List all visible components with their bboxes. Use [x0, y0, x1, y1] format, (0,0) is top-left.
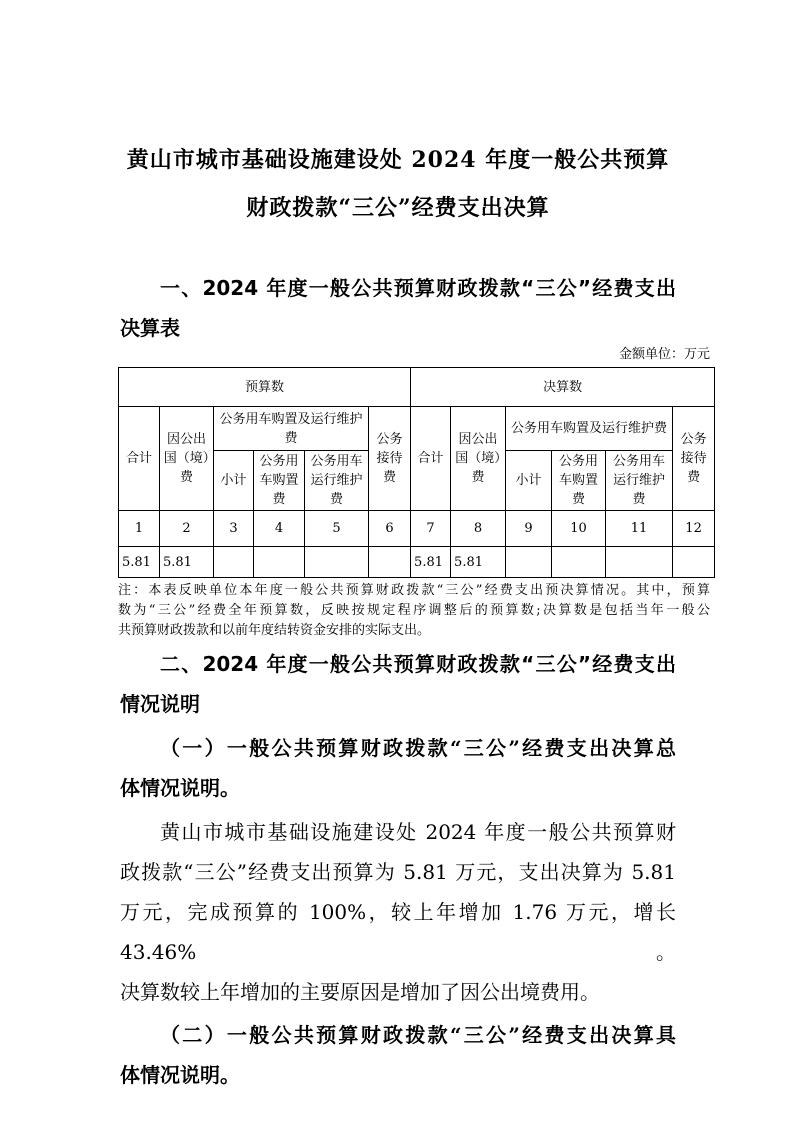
amount-unit-note: 金额单位：万元	[618, 347, 710, 362]
value-cell	[673, 547, 715, 578]
value-cell	[214, 547, 254, 578]
header-vehicle-subtotal-budget: 小计	[214, 451, 254, 511]
header-total-budget: 合计	[119, 407, 160, 511]
section2-heading-line-2: 情况说明	[120, 692, 200, 716]
header-abroad-final: 因公出国（境）费	[451, 407, 506, 511]
column-number: 10	[552, 511, 606, 547]
header-total-final: 合计	[411, 407, 451, 511]
header-vehicle-group-final: 公务用车购置及运行维护费	[506, 407, 673, 451]
value-cell	[369, 547, 411, 578]
value-cell: 5.81	[411, 547, 451, 578]
column-number: 3	[214, 511, 254, 547]
header-reception-final: 公务接待费	[673, 407, 715, 511]
table-note-line-2: 数为“三公”经费全年预算数，反映按规定程序调整后的预算数;决算数是包括当年一般公	[118, 603, 710, 618]
column-number: 2	[160, 511, 214, 547]
header-vehicle-purchase-budget: 公务用车购置费	[254, 451, 305, 511]
column-number: 4	[254, 511, 305, 547]
table-note	[118, 581, 710, 641]
value-cell: 5.81	[160, 547, 214, 578]
column-number: 9	[506, 511, 552, 547]
group-header-final: 决算数	[411, 368, 715, 407]
body-line-2: 政拨款“三公”经费支出预算为 5.81 万元，支出决算为 5.81	[120, 860, 676, 884]
section2-heading	[120, 644, 676, 724]
section2-sub2-heading	[120, 1015, 676, 1095]
sub2-heading-line-2: 体情况说明。	[120, 1063, 240, 1087]
column-number: 1	[119, 511, 160, 547]
section1-heading	[120, 268, 676, 348]
header-vehicle-subtotal-final: 小计	[506, 451, 552, 511]
column-number: 7	[411, 511, 451, 547]
section2-heading-line-1: 二、2024 年度一般公共预算财政拨款“三公”经费支出	[160, 652, 676, 676]
value-cell	[552, 547, 606, 578]
value-cell	[606, 547, 673, 578]
value-cell: 5.81	[451, 547, 506, 578]
section2-sub1-body	[120, 812, 676, 1012]
header-reception-budget: 公务接待费	[369, 407, 411, 511]
group-header-budget: 预算数	[119, 368, 411, 407]
document-title	[108, 136, 688, 232]
sub1-heading-line-1: （一）一般公共预算财政拨款“三公”经费支出决算总	[160, 736, 676, 760]
column-number: 12	[673, 511, 715, 547]
table-note-line-1: 注：本表反映单位本年度一般公共预算财政拨款“三公”经费支出预决算情况。其中，预算	[118, 583, 710, 598]
section1-heading-line-2: 决算表	[120, 316, 180, 340]
header-vehicle-maintenance-final: 公务用车运行维护费	[606, 451, 673, 511]
body-line-4: 决算数较上年增加的主要原因是增加了因公出境费用。	[120, 980, 600, 1004]
value-cell: 5.81	[119, 547, 160, 578]
header-vehicle-group-budget: 公务用车购置及运行维护费	[214, 407, 369, 451]
value-cell	[305, 547, 369, 578]
body-line-1: 黄山市城市基础设施建设处 2024 年度一般公共预算财	[160, 820, 676, 844]
column-number: 5	[305, 511, 369, 547]
three-public-expense-table	[118, 367, 715, 578]
column-number: 11	[606, 511, 673, 547]
sub2-heading-line-1: （二）一般公共预算财政拨款“三公”经费支出决算具	[160, 1023, 676, 1047]
sub1-heading-line-2: 体情况说明。	[120, 776, 240, 800]
table-note-line-3: 共预算财政拨款和以前年度结转资金安排的实际支出。	[118, 623, 431, 638]
header-vehicle-maintenance-budget: 公务用车运行维护费	[305, 451, 369, 511]
section1-heading-line-1: 一、2024 年度一般公共预算财政拨款“三公”经费支出	[160, 276, 676, 300]
header-vehicle-purchase-final: 公务用车购置费	[552, 451, 606, 511]
section2-sub1-heading	[120, 728, 676, 808]
value-cell	[254, 547, 305, 578]
header-abroad-budget: 因公出国（境）费	[160, 407, 214, 511]
title-line-1: 黄山市城市基础设施建设处 2024 年度一般公共预算	[126, 147, 670, 173]
body-line-3: 万元，完成预算的 100%，较上年增加 1.76 万元，增长 43.46%。	[120, 900, 676, 964]
column-number: 8	[451, 511, 506, 547]
value-cell	[506, 547, 552, 578]
title-line-2: 财政拨款“三公”经费支出决算	[246, 195, 550, 221]
column-number: 6	[369, 511, 411, 547]
